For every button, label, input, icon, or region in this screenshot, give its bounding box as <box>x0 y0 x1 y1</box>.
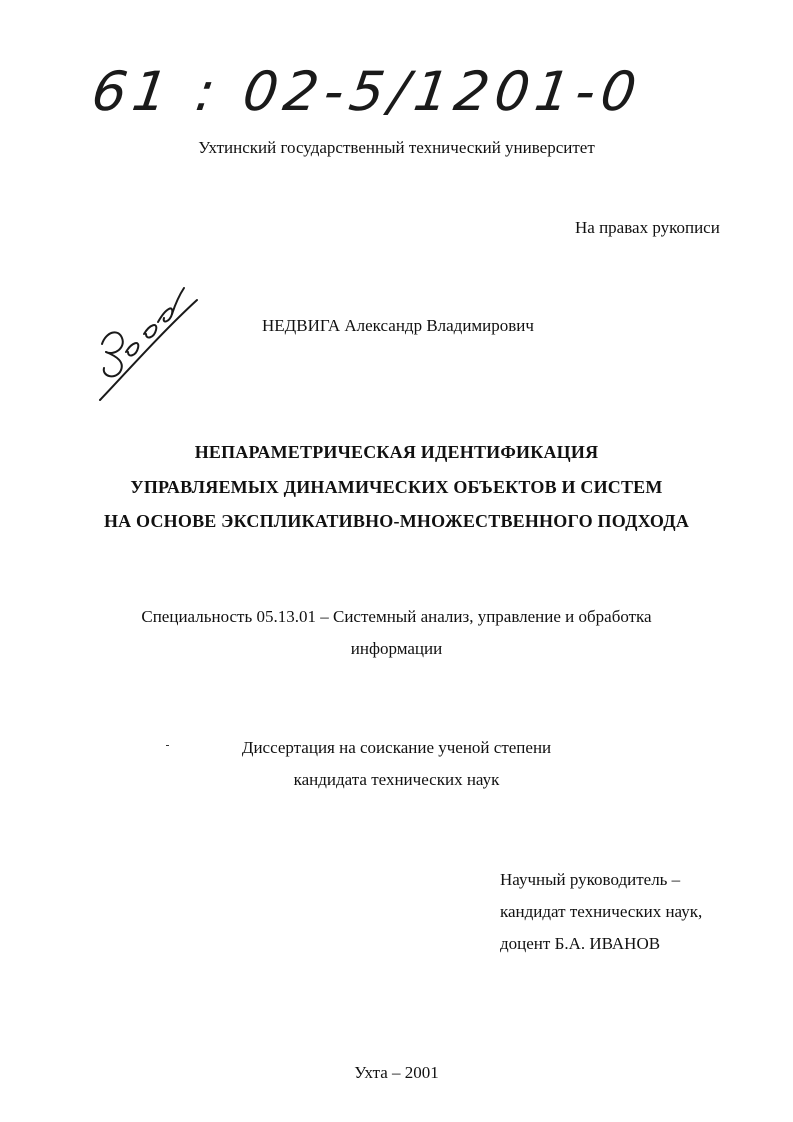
title-line-3: НА ОСНОВЕ ЭКСПЛИКАТИВНО-МНОЖЕСТВЕННОГО ПОДХОДА <box>103 511 690 531</box>
place-and-year: Ухта – 2001 <box>354 1063 439 1082</box>
dissertation-line-2: кандидата технических наук <box>293 770 500 789</box>
specialty-line-1: Специальность 05.13.01 – Системный анализ, управление и обработка <box>141 607 652 626</box>
author-name: НЕДВИГА Александр Владимирович <box>262 316 534 335</box>
specialty-line-2: информации <box>350 639 443 658</box>
supervisor-line-3: доцент Б.А. ИВАНОВ <box>500 934 661 953</box>
dissertation-line-1: Диссертация на соискание ученой степени <box>241 738 552 757</box>
title-line-1: НЕПАРАМЕТРИЧЕСКАЯ ИДЕНТИФИКАЦИЯ <box>194 442 599 462</box>
handwritten-catalog-code-text: 61 : 02-5/1201-0 <box>88 60 646 123</box>
supervisor-line-2: кандидат технических наук, <box>500 902 703 921</box>
university-name: Ухтинский государственный технический университет <box>198 138 595 157</box>
manuscript-rights-note: На правах рукописи <box>575 218 720 237</box>
handwritten-catalog-code <box>88 52 646 132</box>
handwritten-signature <box>92 282 212 412</box>
title-line-2: УПРАВЛЯЕМЫХ ДИНАМИЧЕСКИХ ОБЪЕКТОВ И СИСТЕМ <box>130 477 663 497</box>
supervisor-line-1: Научный руководитель – <box>500 870 681 889</box>
